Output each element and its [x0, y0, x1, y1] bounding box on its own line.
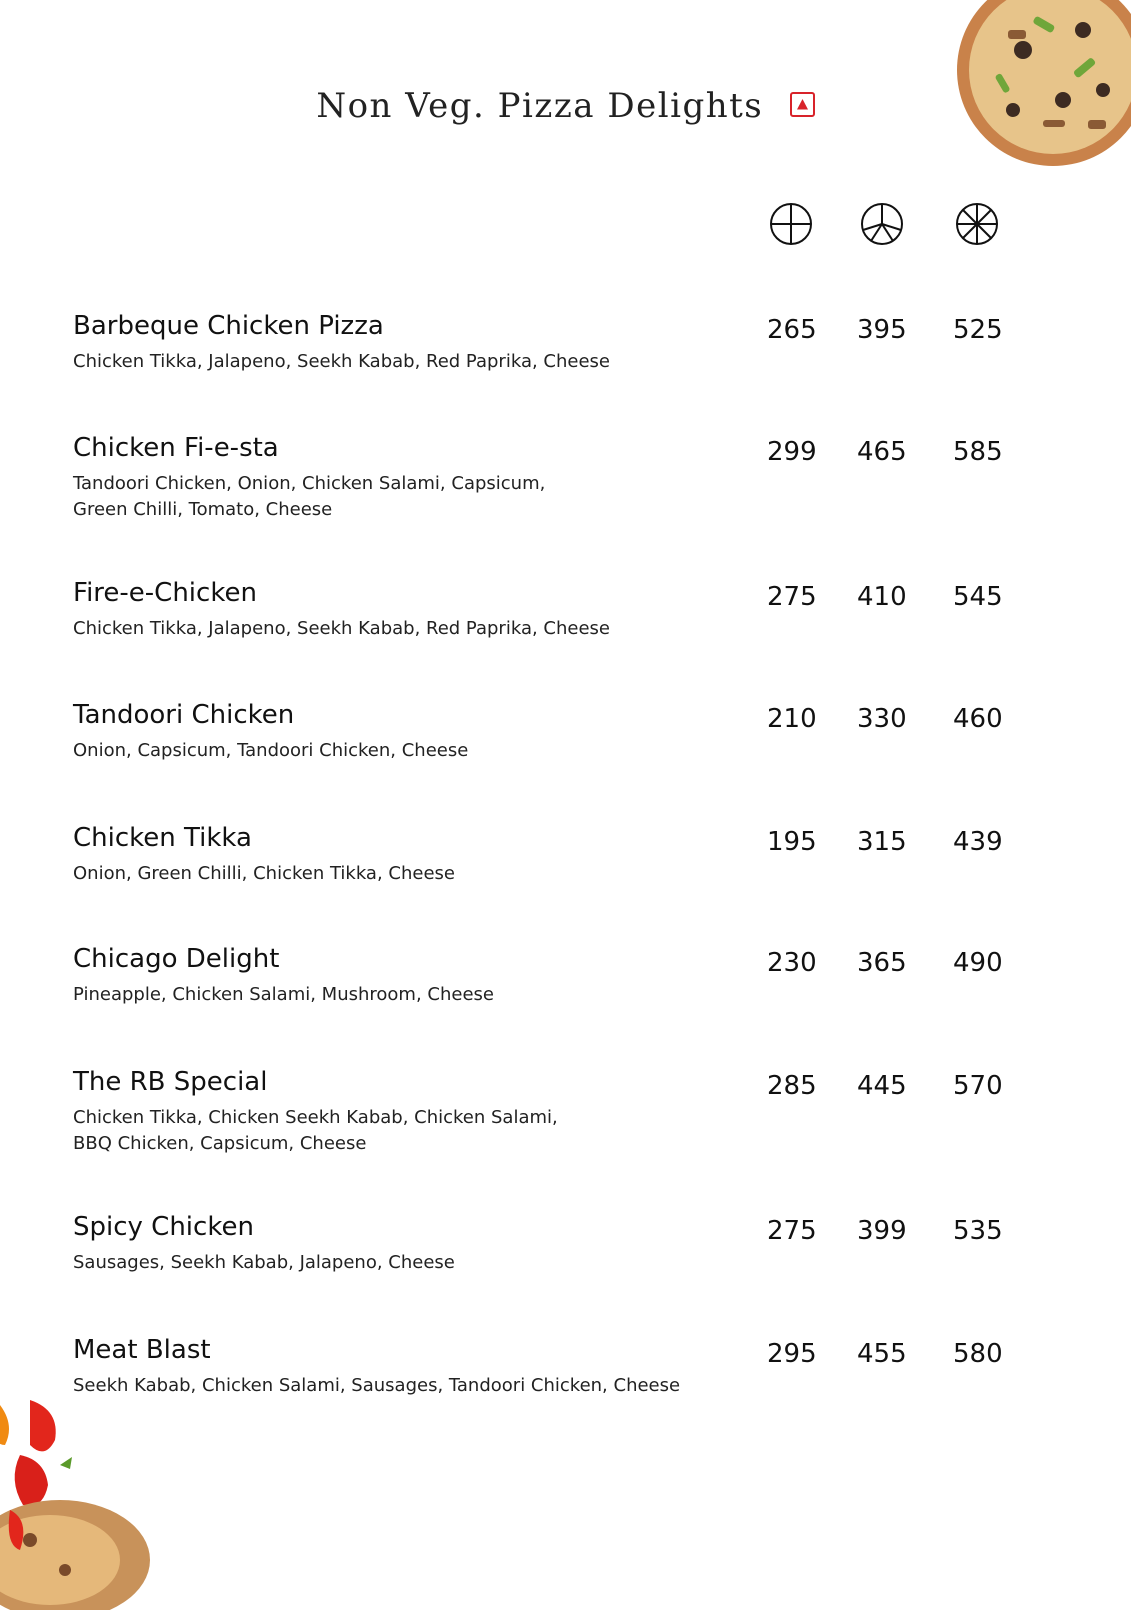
price-medium: 395 [857, 315, 907, 345]
price-medium: 455 [857, 1339, 907, 1369]
item-description: Chicken Tikka, Jalapeno, Seekh Kabab, Red Paprika, Cheese [73, 351, 610, 372]
pizza-small-icon [769, 202, 813, 246]
pepper-pizza-photo-bottom [0, 1400, 150, 1610]
item-description: Tandoori Chicken, Onion, Chicken Salami, Capsicum, Green Chilli, Tomato, Cheese [73, 473, 546, 520]
price-medium: 399 [857, 1216, 907, 1246]
item-name: Chicken Tikka [73, 823, 252, 853]
price-large: 535 [953, 1216, 1003, 1246]
item-name: Chicken Fi-e-sta [73, 433, 279, 463]
item-name: Barbeque Chicken Pizza [73, 311, 384, 341]
item-description: Onion, Capsicum, Tandoori Chicken, Cheese [73, 740, 469, 761]
price-large: 580 [953, 1339, 1003, 1369]
item-name: The RB Special [73, 1067, 268, 1097]
pizza-medium-icon [860, 202, 904, 246]
menu-item [73, 944, 1033, 1008]
menu-item [73, 700, 1033, 764]
price-small: 295 [767, 1339, 817, 1369]
price-large: 439 [953, 827, 1003, 857]
price-large: 460 [953, 704, 1003, 734]
menu-item [73, 311, 1033, 375]
item-description: Seekh Kabab, Chicken Salami, Sausages, Tandoori Chicken, Cheese [73, 1375, 681, 1396]
price-small: 275 [767, 1216, 817, 1246]
menu-item [73, 823, 1033, 887]
price-medium: 445 [857, 1071, 907, 1101]
menu-item [73, 578, 1033, 642]
item-description: Chicken Tikka, Chicken Seekh Kabab, Chicken Salami, BBQ Chicken, Capsicum, Cheese [73, 1107, 558, 1154]
price-small: 275 [767, 582, 817, 612]
menu-item [73, 1335, 1033, 1399]
price-small: 230 [767, 948, 817, 978]
item-description: Sausages, Seekh Kabab, Jalapeno, Cheese [73, 1252, 455, 1273]
title-row [0, 86, 1131, 126]
item-name: Meat Blast [73, 1335, 211, 1365]
page-title: Non Veg. Pizza Delights [316, 86, 764, 126]
price-small: 285 [767, 1071, 817, 1101]
price-small: 195 [767, 827, 817, 857]
menu-item [73, 1067, 1033, 1157]
price-large: 585 [953, 437, 1003, 467]
item-name: Fire-e-Chicken [73, 578, 257, 608]
item-name: Chicago Delight [73, 944, 280, 974]
menu-item [73, 433, 1033, 523]
item-description: Pineapple, Chicken Salami, Mushroom, Cheese [73, 984, 494, 1005]
price-large: 545 [953, 582, 1003, 612]
price-medium: 465 [857, 437, 907, 467]
price-medium: 330 [857, 704, 907, 734]
price-small: 265 [767, 315, 817, 345]
price-medium: 315 [857, 827, 907, 857]
price-medium: 410 [857, 582, 907, 612]
price-large: 570 [953, 1071, 1003, 1101]
pizza-large-icon [955, 202, 999, 246]
price-large: 525 [953, 315, 1003, 345]
menu-item [73, 1212, 1033, 1276]
price-medium: 365 [857, 948, 907, 978]
item-name: Spicy Chicken [73, 1212, 254, 1242]
price-small: 299 [767, 437, 817, 467]
item-name: Tandoori Chicken [73, 700, 295, 730]
nonveg-icon [790, 92, 815, 117]
item-description: Chicken Tikka, Jalapeno, Seekh Kabab, Red Paprika, Cheese [73, 618, 610, 639]
price-small: 210 [767, 704, 817, 734]
item-description: Onion, Green Chilli, Chicken Tikka, Cheese [73, 863, 455, 884]
price-large: 490 [953, 948, 1003, 978]
